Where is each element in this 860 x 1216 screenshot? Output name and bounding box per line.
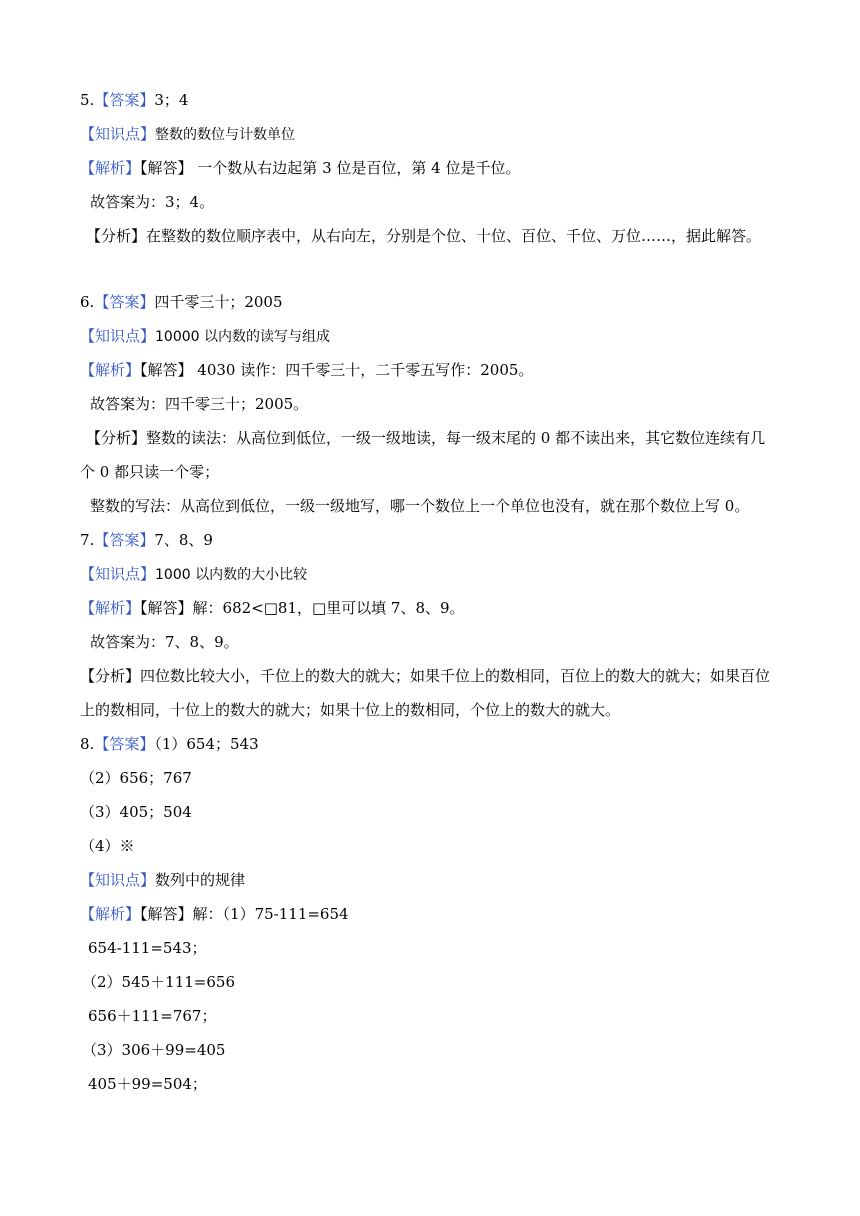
q5-solution-line — [80, 158, 520, 178]
q5-solution: 一个数从右边起第 3 位是百位，第 4 位是千位。 — [192, 159, 521, 177]
explain-tag: 【分析】 — [80, 667, 141, 685]
knowledge-tag: 【知识点】 — [80, 327, 156, 345]
q8-step-4: （3）306＋99=405 — [82, 1041, 226, 1059]
q5-knowledge-line — [80, 124, 295, 145]
knowledge-tag: 【知识点】 — [80, 125, 156, 143]
q8-number: 8. — [80, 735, 95, 753]
answer-tag: 【答案】 — [94, 293, 155, 311]
q7-knowledge-line — [80, 564, 307, 585]
analysis-tag: 【解析】 — [80, 159, 141, 177]
q7-number: 7. — [80, 531, 95, 549]
q7-solution: 解：682<□81，□里可以填 7、8、9。 — [192, 599, 465, 617]
q6-solution: 4030 读作：四千零三十，二千零五写作：2005。 — [192, 361, 534, 379]
q6-number: 6. — [80, 293, 95, 311]
solution-tag: 【解答】 — [140, 361, 193, 379]
q7-answer: 7、8、9 — [154, 531, 213, 549]
q7-solution-line — [80, 598, 465, 618]
q7-conclusion: 故答案为：7、8、9。 — [90, 633, 239, 651]
solution-tag: 【解答】 — [140, 599, 193, 617]
answer-tag: 【答案】 — [94, 735, 155, 753]
solution-tag: 【解答】 — [140, 905, 193, 923]
analysis-tag: 【解析】 — [80, 599, 141, 617]
q6-explanation-2: 整数的写法：从高位到低位，一级一级地写，哪一个数位上一个单位也没有，就在那个数位上写 0。 — [90, 497, 750, 515]
q6-answer: 四千零三十；2005 — [154, 293, 283, 311]
q8-knowledge-line — [80, 870, 245, 890]
q8-knowledge: 数列中的规律 — [155, 871, 246, 889]
q5-explanation-text: 在整数的数位顺序表中，从右向左，分别是个位、十位、百位、千位、万位……，据此解答。 — [146, 227, 762, 245]
knowledge-tag: 【知识点】 — [80, 565, 156, 583]
q6-conclusion: 故答案为：四千零三十；2005。 — [90, 395, 309, 413]
q7-answer-line — [80, 530, 213, 550]
knowledge-tag: 【知识点】 — [80, 871, 156, 889]
analysis-tag: 【解析】 — [80, 361, 141, 379]
q8-solution-line — [80, 904, 349, 924]
q8-answer-2: （2）656；767 — [80, 769, 192, 787]
q5-answer-line — [80, 90, 188, 110]
q5-number: 5. — [80, 91, 95, 109]
explain-tag: 【分析】 — [86, 429, 147, 447]
q6-knowledge: 10000 以内数的读写与组成 — [155, 329, 331, 345]
q5-conclusion: 故答案为：3；4。 — [90, 193, 215, 211]
q6-explanation-text: 整数的读法：从高位到低位，一级一级地读，每一级末尾的 0 都不读出来，其它数位连续有几个 0 都只读一个零； — [80, 429, 766, 481]
q8-answer-3: （3）405；504 — [80, 803, 192, 821]
q5-knowledge: 整数的数位与计数单位 — [155, 127, 296, 143]
q6-answer-line — [80, 292, 283, 312]
q7-explanation-text: 四位数比较大小，千位上的数大的就大；如果千位上的数相同，百位上的数大的就大；如果百位上的数相同，十位上的数大的就大；如果十位上的数相同，个位上的数大的就大。 — [80, 667, 771, 719]
q6-solution-line — [80, 360, 533, 380]
q8-solution: 解：（1）75-111=654 — [192, 905, 349, 923]
q6-knowledge-line — [80, 326, 330, 347]
q7-knowledge: 1000 以内数的大小比较 — [155, 567, 308, 583]
q7-explanation — [80, 659, 780, 727]
q8-step-3: 656＋111=767； — [88, 1007, 217, 1025]
q5-explanation — [80, 219, 780, 253]
q8-answer-1: （1）654；543 — [154, 735, 259, 753]
answer-tag: 【答案】 — [94, 531, 155, 549]
q8-step-2: （2）545＋111=656 — [82, 973, 236, 991]
solution-tag: 【解答】 — [140, 159, 193, 177]
q8-step-5: 405＋99=504； — [88, 1075, 207, 1093]
answer-tag: 【答案】 — [94, 91, 155, 109]
q8-answer-line — [80, 734, 259, 754]
q6-explanation — [80, 421, 780, 489]
explain-tag: 【分析】 — [86, 227, 147, 245]
q8-answer-4: （4）※ — [80, 837, 135, 855]
q5-answer: 3；4 — [154, 91, 189, 109]
analysis-tag: 【解析】 — [80, 905, 141, 923]
q8-step-1: 654-111=543； — [88, 939, 207, 957]
